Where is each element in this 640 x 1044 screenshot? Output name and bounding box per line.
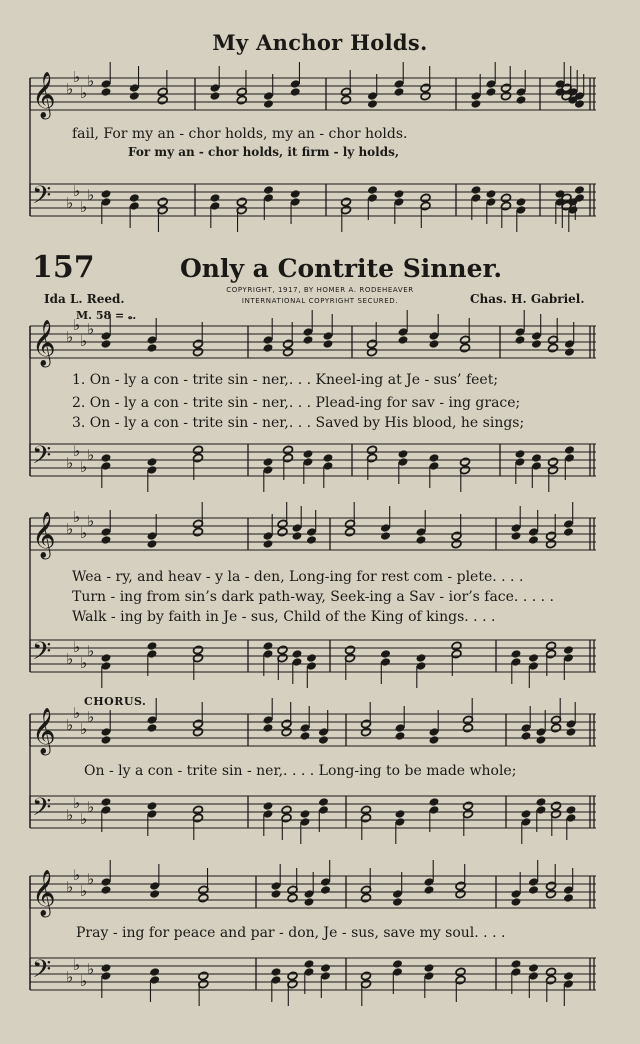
flat-icon: ♭	[73, 956, 81, 974]
quarter-note	[101, 735, 112, 745]
half-note	[345, 645, 356, 655]
quarter-note	[563, 893, 574, 903]
quarter-note	[471, 99, 482, 109]
quarter-note	[290, 189, 301, 199]
half-note	[236, 95, 247, 105]
quarter-note	[424, 963, 435, 973]
quarter-note	[563, 527, 574, 537]
verse-1-line-a: 1. On - ly a con - trite sin - ner,. . . Kneel-ing at Je - sus’ feet;	[72, 372, 499, 388]
flat-icon: ♭	[80, 198, 88, 216]
flat-icon: ♭	[87, 870, 95, 888]
quarter-note	[290, 87, 301, 97]
half-note	[548, 343, 559, 353]
treble-clef-icon: 𝄞	[32, 320, 56, 366]
half-note	[501, 91, 512, 101]
quarter-note	[511, 959, 522, 969]
quarter-note	[149, 967, 160, 977]
half-note	[277, 645, 288, 655]
half-note	[546, 967, 557, 977]
flat-icon: ♭	[80, 972, 88, 990]
quarter-note	[398, 335, 409, 345]
quarter-note	[263, 457, 274, 467]
quarter-note	[511, 649, 522, 659]
half-note	[193, 727, 204, 737]
half-note	[287, 893, 298, 903]
quarter-note	[486, 189, 497, 199]
quarter-note	[416, 653, 427, 663]
quarter-note	[566, 805, 577, 815]
flat-icon: ♭	[73, 68, 81, 86]
half-note	[367, 445, 378, 455]
half-note	[548, 457, 559, 467]
flat-icon: ♭	[66, 878, 74, 896]
quarter-note	[367, 99, 378, 109]
quarter-note	[429, 339, 440, 349]
quarter-note	[574, 185, 585, 195]
flat-icon: ♭	[73, 442, 81, 460]
quarter-note	[528, 885, 539, 895]
half-note	[193, 527, 204, 537]
half-note	[367, 347, 378, 357]
hymn-number: 157	[32, 250, 95, 285]
quarter-note	[271, 889, 282, 899]
quarter-note	[323, 453, 334, 463]
half-note	[157, 95, 168, 105]
treble-clef-icon: 𝄞	[32, 870, 56, 916]
treble-clef-icon: 𝄞	[32, 512, 56, 558]
flat-icon: ♭	[87, 72, 95, 90]
top-hymn-lyric-line-1: fail, For my an - chor holds, my an - chor holds.	[72, 126, 408, 142]
quarter-note	[147, 539, 158, 549]
half-note	[198, 971, 209, 981]
quarter-note	[129, 193, 140, 203]
quarter-note	[367, 185, 378, 195]
quarter-note	[471, 185, 482, 195]
quarter-note	[528, 963, 539, 973]
quarter-note	[147, 457, 158, 467]
flat-icon: ♭	[66, 806, 74, 824]
hymn-title: Only a Contrite Sinner.	[180, 254, 503, 283]
quarter-note	[395, 809, 406, 819]
verse-1-line-b: Wea - ry, and heav - y la - den, Long-ing for rest com - plete. . . .	[72, 569, 524, 585]
flat-icon: ♭	[66, 520, 74, 538]
half-note	[463, 801, 474, 811]
quarter-note	[263, 641, 274, 651]
quarter-note	[424, 885, 435, 895]
quarter-note	[263, 99, 274, 109]
quarter-note	[147, 801, 158, 811]
bass-clef-icon: 𝄢	[32, 181, 52, 216]
chorus-label: CHORUS.	[84, 695, 147, 708]
quarter-note	[300, 731, 311, 741]
quarter-note	[486, 87, 497, 97]
half-note	[361, 727, 372, 737]
quarter-note	[555, 189, 566, 199]
bass-clef-icon: 𝄢	[32, 793, 52, 828]
quarter-note	[263, 539, 274, 549]
quarter-note	[306, 535, 317, 545]
half-note	[193, 445, 204, 455]
flat-icon: ♭	[87, 708, 95, 726]
half-note	[287, 971, 298, 981]
quarter-note	[515, 335, 526, 345]
quarter-note	[536, 735, 547, 745]
metronome-mark	[76, 309, 136, 323]
quarter-note	[129, 91, 140, 101]
quarter-note	[318, 797, 329, 807]
quarter-note	[304, 897, 315, 907]
half-note	[551, 801, 562, 811]
quarter-note	[429, 735, 440, 745]
quarter-note	[528, 653, 539, 663]
quarter-note	[515, 449, 526, 459]
treble-clef-icon: 𝄞	[32, 72, 56, 118]
quarter-note	[395, 731, 406, 741]
half-note	[460, 457, 471, 467]
bass-clef-icon: 𝄢	[32, 955, 52, 990]
flat-icon: ♭	[80, 720, 88, 738]
quarter-note	[516, 197, 527, 207]
half-note	[193, 347, 204, 357]
flat-icon: ♭	[87, 960, 95, 978]
flat-icon: ♭	[80, 458, 88, 476]
half-note	[281, 805, 292, 815]
flat-icon: ♭	[87, 186, 95, 204]
flat-icon: ♭	[73, 316, 81, 334]
flat-icon: ♭	[87, 446, 95, 464]
half-note	[345, 527, 356, 537]
quarter-note	[563, 971, 574, 981]
hymn-author: Ida L. Reed.	[44, 292, 125, 306]
flat-icon: ♭	[66, 80, 74, 98]
quarter-note	[416, 535, 427, 545]
quarter-note	[101, 535, 112, 545]
quarter-note	[563, 645, 574, 655]
half-note	[460, 343, 471, 353]
quarter-note	[271, 967, 282, 977]
flat-icon: ♭	[73, 866, 81, 884]
flat-icon: ♭	[80, 84, 88, 102]
half-note	[277, 527, 288, 537]
half-note	[281, 727, 292, 737]
half-note	[193, 645, 204, 655]
half-note	[198, 893, 209, 903]
flat-icon: ♭	[73, 508, 81, 526]
flat-icon: ♭	[73, 638, 81, 656]
quarter-note	[528, 535, 539, 545]
quarter-note	[147, 641, 158, 651]
half-note	[361, 893, 372, 903]
quarter-note	[394, 189, 405, 199]
half-note	[551, 723, 562, 733]
quarter-note	[564, 347, 575, 357]
treble-clef-icon: 𝄞	[32, 708, 56, 754]
flat-icon: ♭	[73, 794, 81, 812]
quarter-note	[263, 343, 274, 353]
quarter-note	[101, 963, 112, 973]
quarter-note	[101, 885, 112, 895]
quarter-note	[263, 185, 274, 195]
quarter-note	[303, 449, 314, 459]
quarter-note	[521, 731, 532, 741]
flat-icon: ♭	[66, 194, 74, 212]
half-note	[420, 91, 431, 101]
quarter-note	[429, 797, 440, 807]
half-note	[341, 95, 352, 105]
half-note	[451, 539, 462, 549]
quarter-note	[263, 801, 274, 811]
chorus-line-2: Pray - ing for peace and par - don, Je - sus, save my soul. . . .	[76, 925, 506, 941]
top-hymn-title: My Anchor Holds.	[212, 30, 428, 55]
flat-icon: ♭	[66, 328, 74, 346]
verse-3-line-a: 3. On - ly a con - trite sin - ner,. . . Saved by His blood, he sings;	[72, 415, 525, 431]
half-note	[420, 193, 431, 203]
quarter-note	[511, 897, 522, 907]
quarter-note	[304, 959, 315, 969]
half-note	[341, 197, 352, 207]
quarter-note	[303, 335, 314, 345]
quarter-note	[318, 735, 329, 745]
flat-icon: ♭	[66, 650, 74, 668]
verse-2-line-b: Turn - ing from sin’s dark path-way, Seek-ing a Sav - ior’s face. . . . .	[72, 589, 554, 605]
quarter-note	[101, 797, 112, 807]
quarter-note	[101, 653, 112, 663]
half-note	[236, 197, 247, 207]
half-note	[283, 347, 294, 357]
half-note	[546, 539, 557, 549]
chorus-line-1: On - ly a con - trite sin - ner,. . . . Long-ing to be made whole;	[84, 763, 517, 779]
quarter-note	[320, 963, 331, 973]
metronome-label: M. 58 =	[76, 309, 129, 322]
quarter-note	[306, 653, 317, 663]
quarter-note	[320, 885, 331, 895]
verse-3-line-b: Walk - ing by faith in Je - sus, Child of the King of kings. . . .	[72, 609, 496, 625]
quarter-note	[292, 531, 303, 541]
half-note	[451, 641, 462, 651]
quarter-note	[392, 959, 403, 969]
quarter-note	[263, 723, 274, 733]
quarter-note	[323, 339, 334, 349]
flat-icon: ♭	[80, 654, 88, 672]
quarter-note	[101, 189, 112, 199]
half-note	[157, 197, 168, 207]
bass-clef-icon: 𝄢	[32, 637, 52, 672]
bass-clef-icon: 𝄢	[32, 441, 52, 476]
quarter-note	[147, 723, 158, 733]
quarter-note	[516, 95, 527, 105]
hymn-composer: Chas. H. Gabriel.	[470, 292, 585, 306]
half-note	[546, 889, 557, 899]
quarter-note	[380, 531, 391, 541]
flat-icon: ♭	[66, 454, 74, 472]
quarter-note	[394, 87, 405, 97]
dotted-half-note-icon: 𝅝.	[128, 309, 137, 322]
verse-2-line-a: 2. On - ly a con - trite sin - ner,. . . Plead-ing for sav - ing grace;	[72, 395, 521, 411]
quarter-note	[101, 339, 112, 349]
flat-icon: ♭	[87, 512, 95, 530]
top-hymn-lyric-line-2: For my an - chor holds, it firm - ly holds,	[128, 145, 400, 159]
quarter-note	[380, 649, 391, 659]
quarter-note	[101, 453, 112, 463]
quarter-note	[531, 339, 542, 349]
half-note	[283, 445, 294, 455]
flat-icon: ♭	[80, 882, 88, 900]
quarter-note	[300, 809, 311, 819]
quarter-note	[536, 797, 547, 807]
quarter-note	[292, 649, 303, 659]
quarter-note	[210, 193, 221, 203]
quarter-note	[392, 897, 403, 907]
quarter-note	[210, 91, 221, 101]
quarter-note	[521, 809, 532, 819]
flat-icon: ♭	[73, 182, 81, 200]
half-note	[546, 641, 557, 651]
flat-icon: ♭	[66, 968, 74, 986]
flat-icon: ♭	[80, 524, 88, 542]
quarter-note	[147, 343, 158, 353]
flat-icon: ♭	[87, 320, 95, 338]
quarter-note	[149, 889, 160, 899]
half-note	[455, 967, 466, 977]
copyright-line-2: INTERNATIONAL COPYRIGHT SECURED.	[241, 297, 399, 305]
half-note	[501, 193, 512, 203]
quarter-note	[564, 445, 575, 455]
flat-icon: ♭	[80, 810, 88, 828]
half-note	[361, 971, 372, 981]
flat-icon: ♭	[87, 798, 95, 816]
half-note	[361, 805, 372, 815]
quarter-note	[101, 87, 112, 97]
quarter-note	[566, 727, 577, 737]
flat-icon: ♭	[73, 704, 81, 722]
half-note	[193, 805, 204, 815]
quarter-note	[531, 453, 542, 463]
flat-icon: ♭	[66, 716, 74, 734]
flat-icon: ♭	[87, 642, 95, 660]
quarter-note	[398, 449, 409, 459]
half-note	[463, 723, 474, 733]
quarter-note	[511, 531, 522, 541]
copyright-line-1: COPYRIGHT, 1917, BY HOMER A. RODEHEAVER	[226, 286, 414, 294]
flat-icon: ♭	[80, 332, 88, 350]
half-note	[455, 889, 466, 899]
quarter-note	[429, 453, 440, 463]
